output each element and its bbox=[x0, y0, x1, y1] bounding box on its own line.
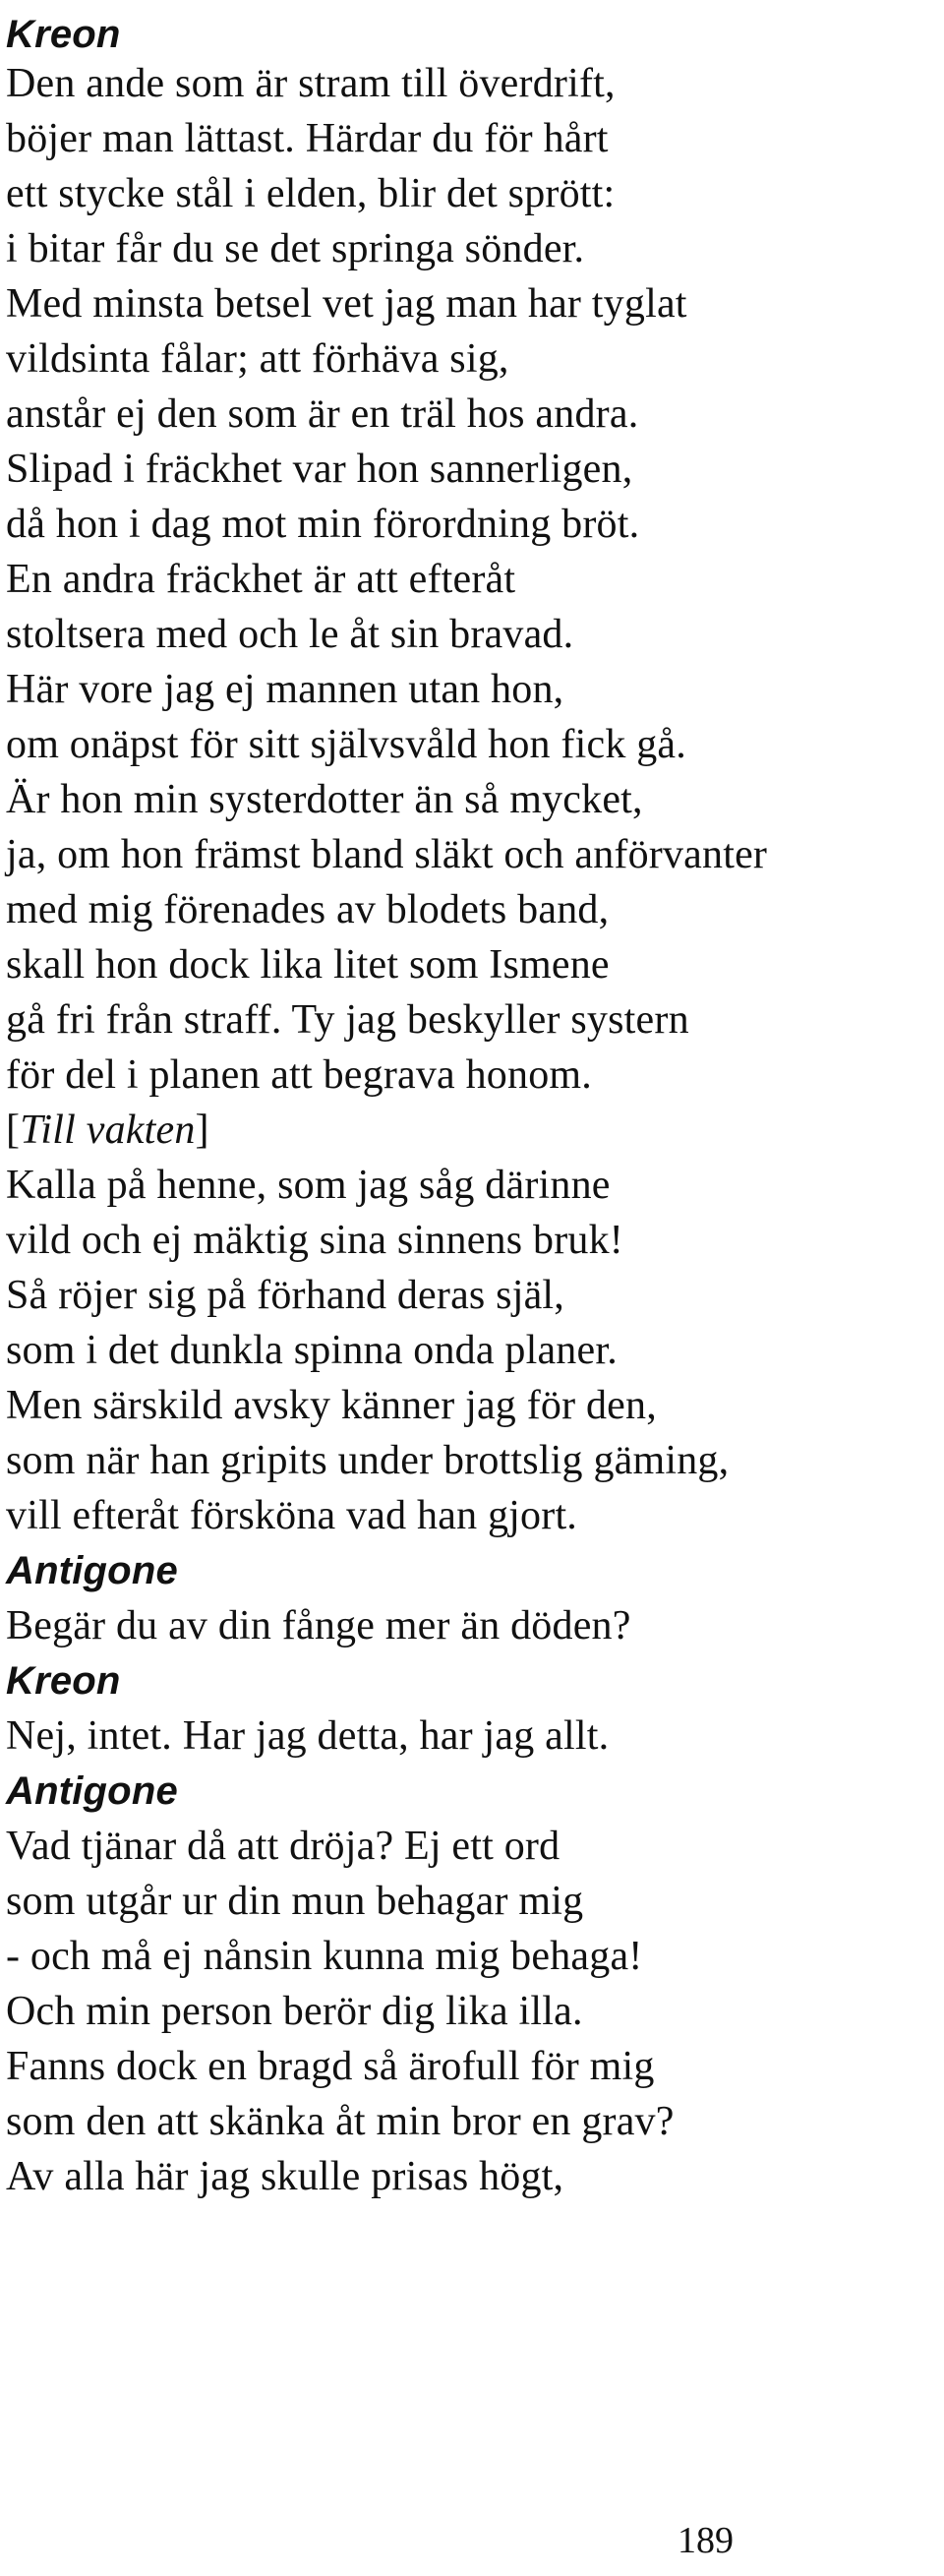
stage-direction-close-bracket: ] bbox=[195, 1108, 209, 1153]
stage-direction bbox=[6, 1102, 209, 1159]
verse-line: med mig förenades av blodets band, bbox=[6, 887, 610, 932]
verse-line: Och min person berör dig lika illa. bbox=[6, 1989, 583, 2034]
speaker-name: Antigone bbox=[6, 1549, 178, 1592]
page-number: 189 bbox=[678, 2520, 734, 2561]
verse-line: då hon i dag mot min förordning bröt. bbox=[6, 502, 640, 547]
verse-line: Slipad i fräckhet var hon sannerligen, bbox=[6, 447, 633, 492]
verse-line: Fanns dock en bragd så ärofull för mig bbox=[6, 2044, 655, 2089]
verse-line: Begär du av din fånge mer än döden? bbox=[6, 1603, 631, 1648]
speaker-name: Kreon bbox=[6, 1659, 121, 1703]
verse-line: Här vore jag ej mannen utan hon, bbox=[6, 667, 564, 712]
verse-line: om onäpst för sitt självsvåld hon fick gå. bbox=[6, 722, 686, 767]
verse-line: vill efteråt försköna vad han gjort. bbox=[6, 1493, 578, 1538]
speaker-name: Kreon bbox=[6, 13, 121, 56]
verse-line: anstår ej den som är en träl hos andra. bbox=[6, 391, 639, 437]
verse-line: som den att skänka åt min bror en grav? bbox=[6, 2099, 675, 2144]
verse-line: - och må ej nånsin kunna mig behaga! bbox=[6, 1934, 643, 1979]
verse-line: ett stycke stål i elden, blir det sprött: bbox=[6, 171, 616, 216]
verse-line: Med minsta betsel vet jag man har tyglat bbox=[6, 281, 687, 327]
book-page bbox=[6, 0, 940, 2576]
verse-line: i bitar får du se det springa sönder. bbox=[6, 226, 585, 271]
verse-line: skall hon dock lika litet som Ismene bbox=[6, 942, 610, 988]
verse-line: Vad tjänar då att dröja? Ej ett ord bbox=[6, 1824, 560, 1869]
verse-line: Är hon min systerdotter än så mycket, bbox=[6, 777, 643, 822]
verse-line: Av alla här jag skulle prisas högt, bbox=[6, 2154, 564, 2199]
verse-line: En andra fräckhet är att efteråt bbox=[6, 557, 516, 602]
verse-line: för del i planen att begrava honom. bbox=[6, 1052, 592, 1098]
verse-line: som utgår ur din mun behagar mig bbox=[6, 1879, 584, 1924]
verse-line: som i det dunkla spinna onda planer. bbox=[6, 1328, 618, 1373]
verse-line: gå fri från straff. Ty jag beskyller systern bbox=[6, 997, 689, 1043]
verse-line: vildsinta fålar; att förhäva sig, bbox=[6, 336, 509, 382]
stage-direction-text: Till vakten bbox=[20, 1108, 196, 1153]
verse-line: Så röjer sig på förhand deras själ, bbox=[6, 1273, 564, 1318]
verse-line: stoltsera med och le åt sin bravad. bbox=[6, 612, 574, 657]
verse-line: som när han gripits under brottslig gäming, bbox=[6, 1438, 730, 1483]
verse-line: böjer man lättast. Härdar du för hårt bbox=[6, 116, 609, 161]
verse-line: vild och ej mäktig sina sinnens bruk! bbox=[6, 1218, 623, 1263]
verse-line: Nej, intet. Har jag detta, har jag allt. bbox=[6, 1713, 610, 1759]
verse-line: Men särskild avsky känner jag för den, bbox=[6, 1383, 657, 1428]
speaker-name: Antigone bbox=[6, 1769, 178, 1813]
verse-line: ja, om hon främst bland släkt och anförvanter bbox=[6, 832, 768, 877]
verse-line: Kalla på henne, som jag såg därinne bbox=[6, 1163, 611, 1208]
verse-line: Den ande som är stram till överdrift, bbox=[6, 61, 616, 106]
stage-direction-open-bracket: [ bbox=[6, 1108, 21, 1153]
